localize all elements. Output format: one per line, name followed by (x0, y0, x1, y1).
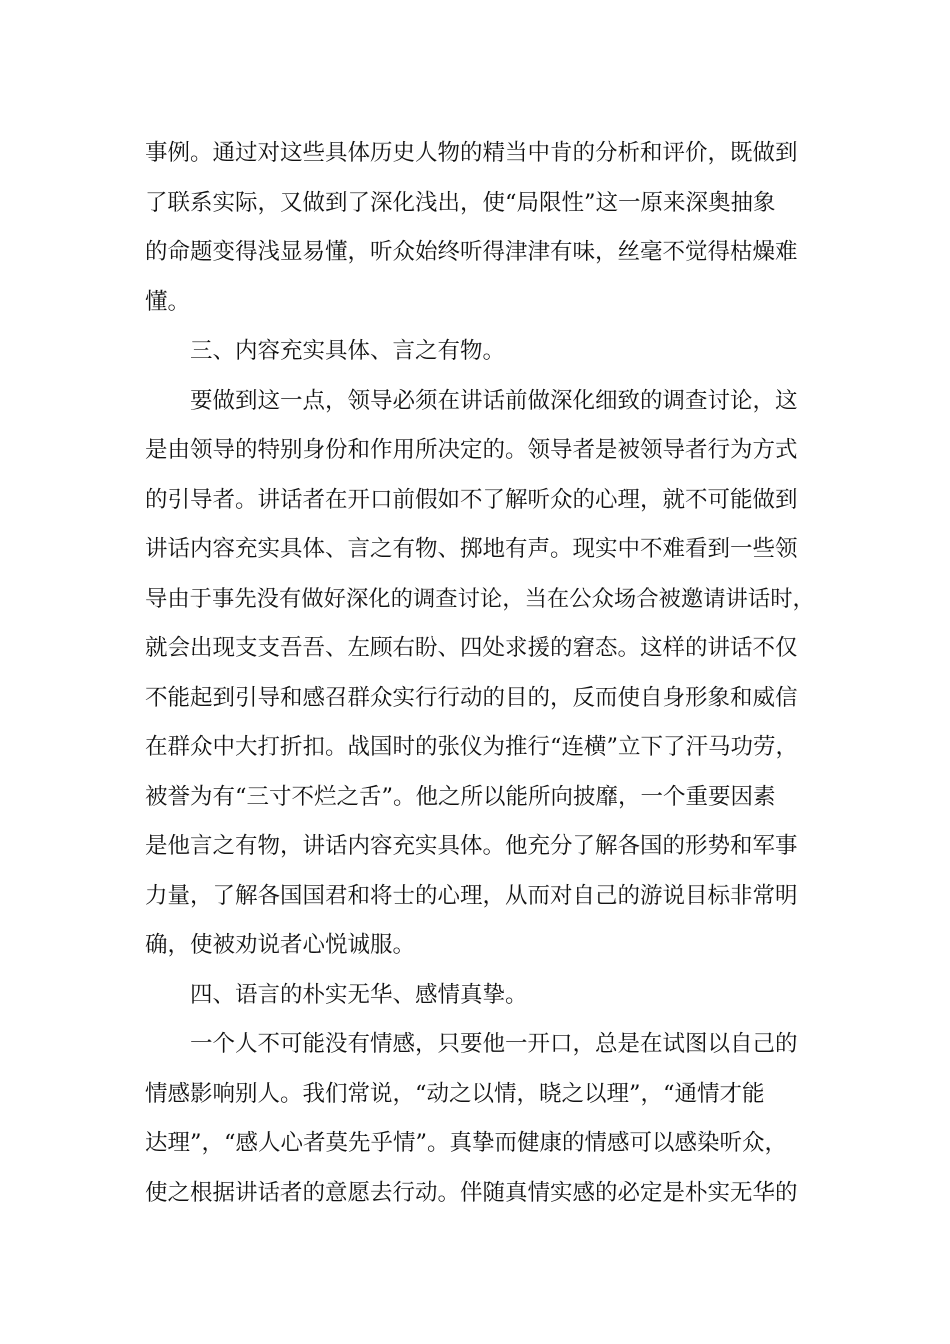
text-line: 的引导者。讲话者在开口前假如不了解听众的心理，就不可能做到 (145, 486, 798, 513)
text-line: 情感影响别人。我们常说，“动之以情，晓之以理”，“通情才能 (145, 1080, 765, 1107)
text-line: 确，使被劝说者心悦诚服。 (145, 932, 416, 958)
paragraph-section-three (145, 377, 815, 971)
text-line: 是他言之有物，讲话内容充实具体。他充分了解各国的形势和军事 (145, 833, 798, 859)
section-heading-three (145, 327, 815, 377)
text-line: 在群众中大打折扣。战国时的张仪为推行“连横”立下了汗马功劳， (145, 734, 799, 760)
text-line: 要做到这一点，领导必须在讲话前做深化细致的调查讨论，这 (190, 387, 798, 414)
text-line: 懂。 (145, 288, 191, 315)
text-line: 被誉为有“三寸不烂之舌”。他之所以能所向披靡，一个重要因素 (145, 783, 776, 810)
paragraph-section-four (145, 1020, 815, 1218)
text-line: 事例。通过对这些具体历史人物的精当中肯的分析和评价，既做到 (145, 140, 798, 166)
text-line: 达理”，“感人心者莫先乎情”。真挚而健康的情感可以感染听众， (145, 1130, 788, 1156)
heading-line: 四、语言的朴实无华、感情真挚。 (190, 981, 528, 1008)
text-line: 不能起到引导和感召群众实行行动的目的，反而使自身形象和威信 (145, 684, 798, 711)
heading-line: 三、内容充实具体、言之有物。 (190, 338, 506, 364)
text-line: 一个人不可能没有情感，只要他一开口，总是在试图以自己的 (190, 1031, 798, 1057)
text-line: 就会出现支支吾吾、左顾右盼、四处求援的窘态。这样的讲话不仅 (145, 635, 798, 661)
text-line: 的命题变得浅显易懂，听众始终听得津津有味，丝毫不觉得枯燥难 (145, 239, 798, 265)
text-line: 力量，了解各国国君和将士的心理，从而对自己的游说目标非常明 (145, 882, 798, 909)
text-line: 讲话内容充实具体、言之有物、掷地有声。现实中不难看到一些领 (145, 536, 798, 562)
text-line: 使之根据讲话者的意愿去行动。伴随真情实感的必定是朴实无华的 (145, 1179, 798, 1206)
text-line: 了联系实际，又做到了深化浅出，使“局限性”这一原来深奥抽象 (145, 189, 776, 216)
text-line: 导由于事先没有做好深化的调查讨论，当在公众场合被邀请讲话时， (145, 585, 815, 612)
text-line: 是由领导的特别身份和作用所决定的。领导者是被领导者行为方式 (145, 437, 798, 463)
document-body (145, 129, 815, 1218)
paragraph-continuation (145, 129, 815, 327)
section-heading-four (145, 971, 815, 1021)
